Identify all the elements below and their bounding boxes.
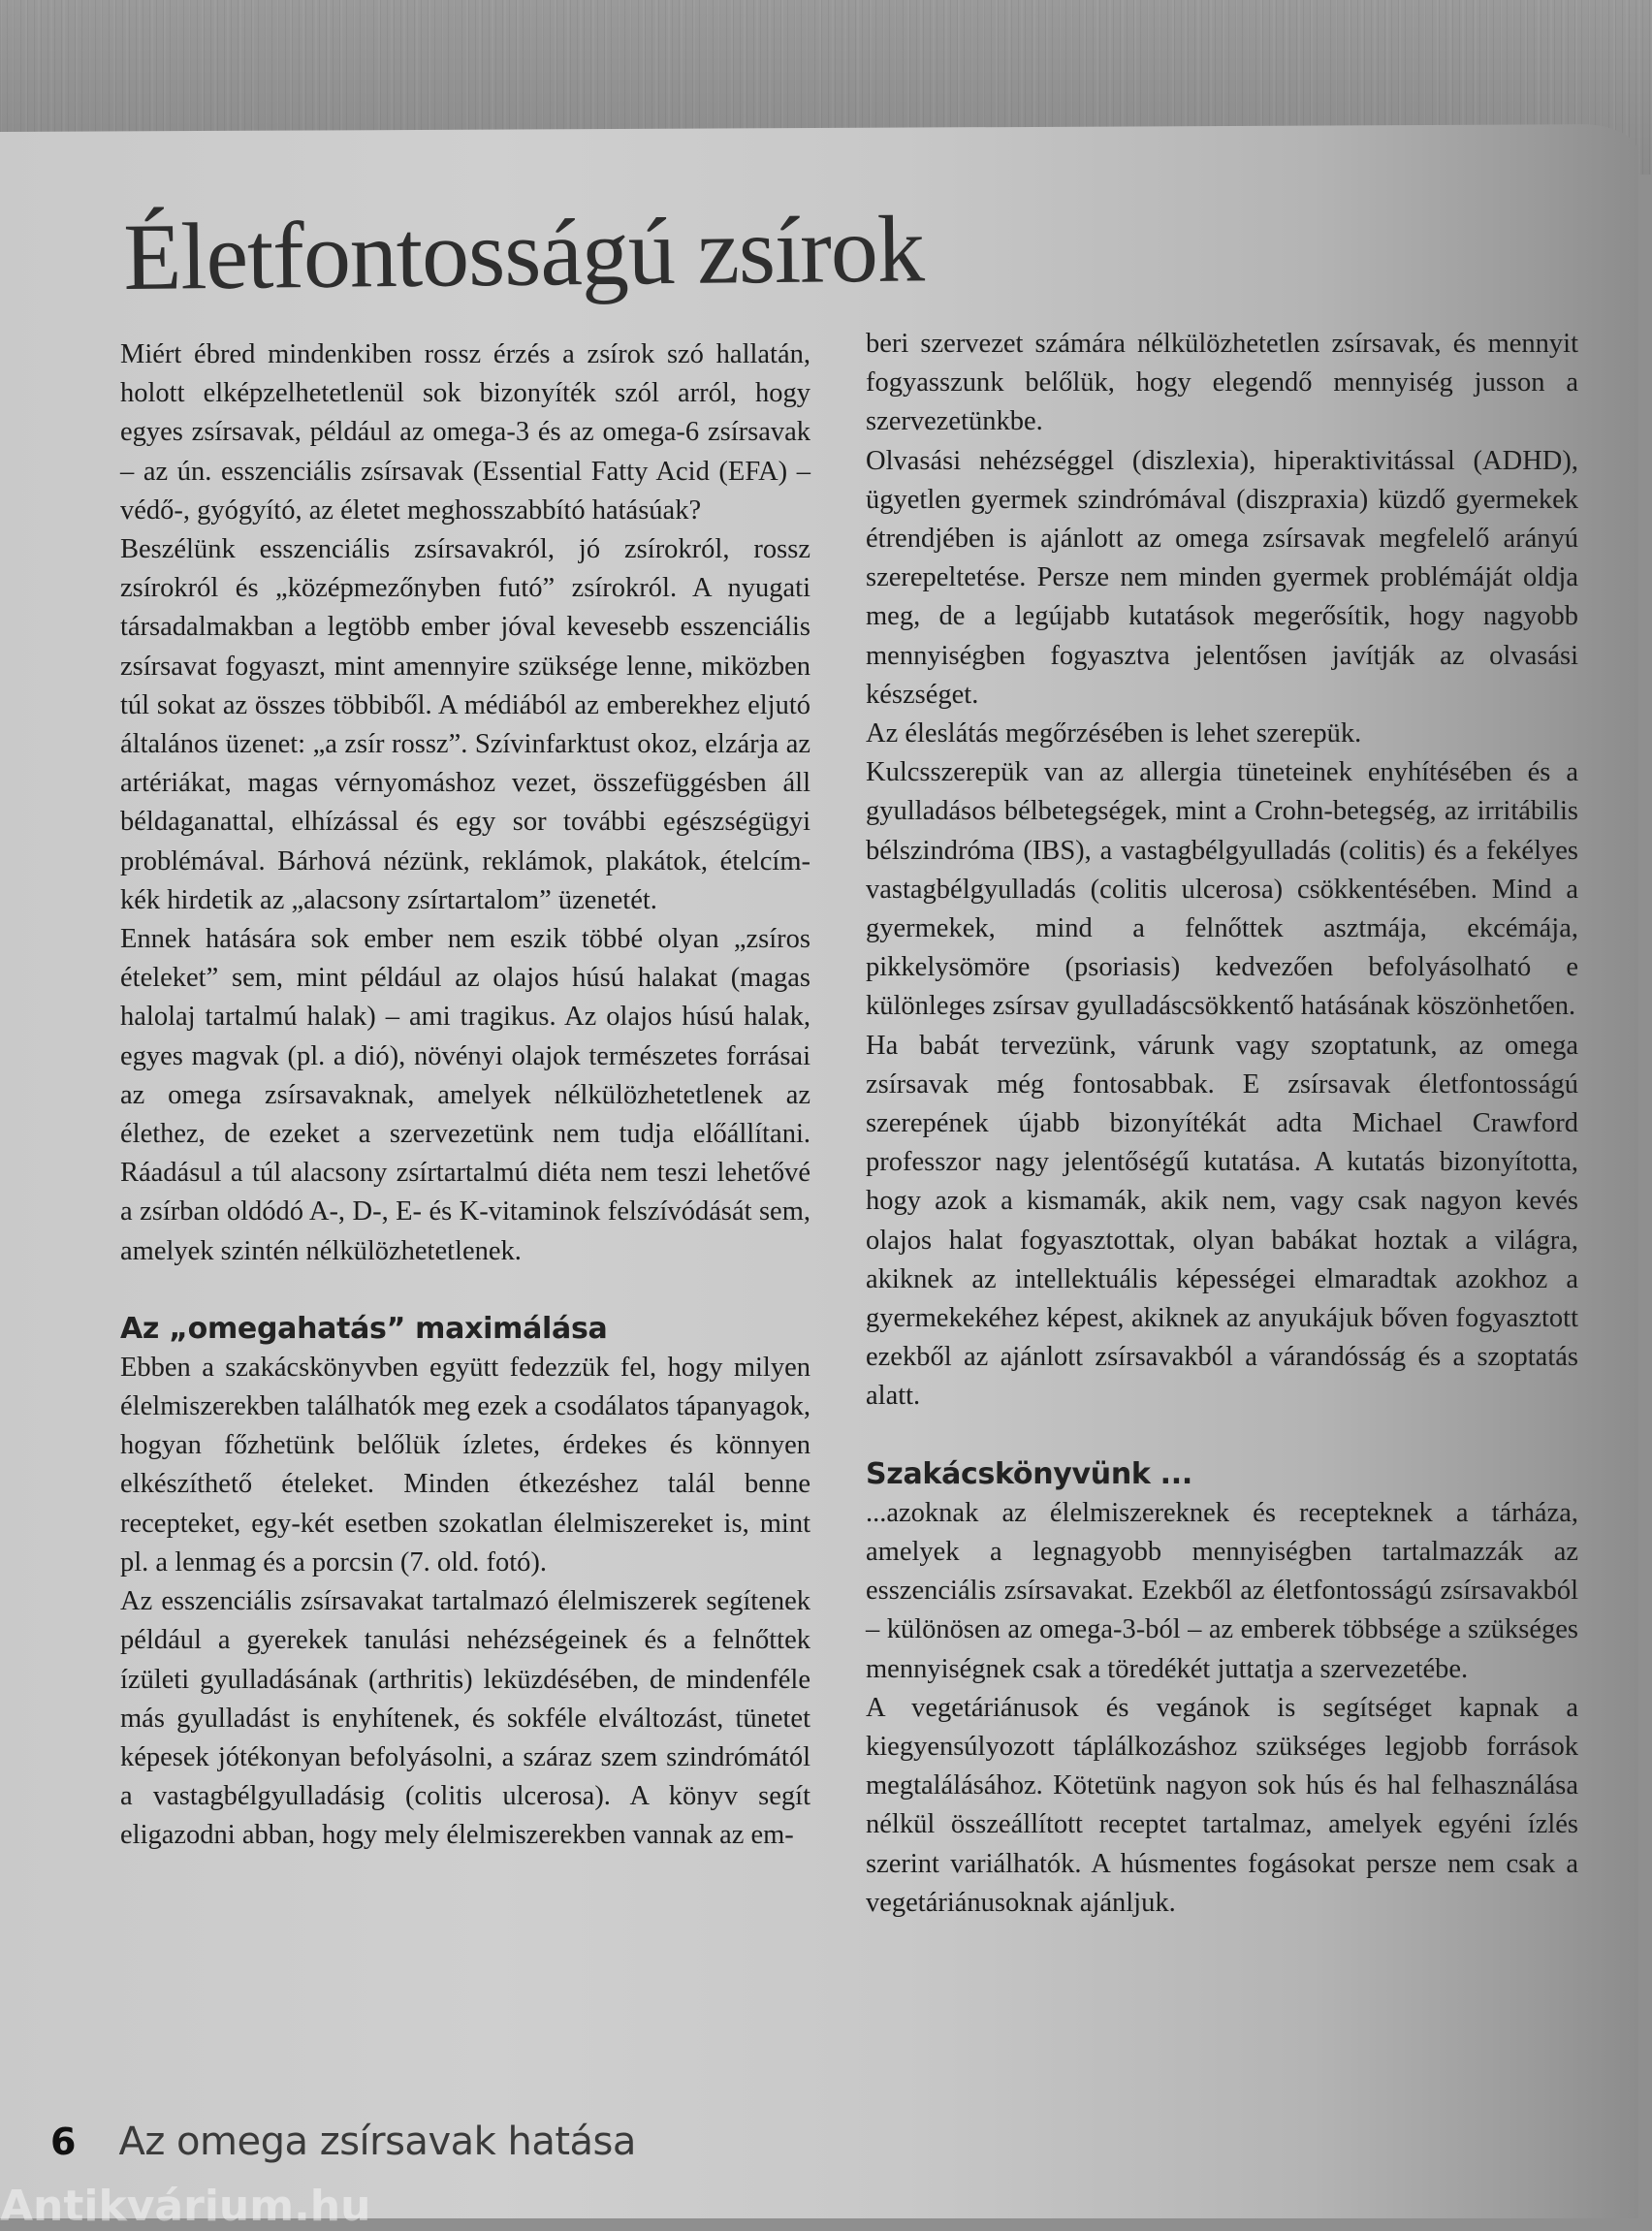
- paragraph: A vegetáriánusok és vegánok is segítséget kapnak a kiegyensúlyozott táplálkozáshoz szükséges legjobb források megtalálásához. Kötetünk nagyon sok hús és hal felhasználása nélkül összeállított receptet tartalmaz, amelyek egyéni ízlés szerint variálhatók. A húsmentes fogásokat persze nem csak a vegetáriánusoknak ajánljuk.: [866, 1692, 1578, 1918]
- left-column: [120, 335, 810, 1856]
- paragraph: Az éleslátás megőrzésében is lehet szerepük.: [866, 718, 1362, 749]
- watermark: Antikvárium.hu: [0, 2182, 371, 2231]
- paragraph: Ebben a szakácskönyvben együtt fedezzük fel, hogy milyen élelmiszerekben találhatók meg ezek a csodálatos tápanyagok, hogyan főzhetünk belőlük ízletes, érdekes és könnyen elkészíthető ételeket. Minden étkezéshez talál benne recepteket, egy-két esetben szokatlan élelmiszereket is, mint pl. a lenmag és a porcsin (7. old. fotó).: [120, 1352, 810, 1578]
- paragraph: Ennek hatására sok ember nem eszik többé olyan „zsíros ételeket” sem, mint például az olajos húsú halakat (magas halolaj tartalmú halak) – ami tragikus. Az olajos húsú halak, egyes magvak (pl. a dió), növényi olajok természetes forrásai az omega zsírsavaknak, amelyek nélkülözhetetlenek az élethez, de ezeket a szervezetünk nem tudja előállítani. Ráadásul a túl alacsony zsírtartalmú diéta nem teszi lehetővé a zsírban oldódó A-, D-, E- és K-vitaminok felszívódását sem, amelyek szintén nélkülözhetetlenek.: [120, 924, 810, 1266]
- page-title: Életfontosságú zsírok: [122, 197, 925, 311]
- running-title: Az omega zsírsavak hatása: [118, 2119, 636, 2164]
- right-column: [866, 325, 1578, 1923]
- paragraph: ...azoknak az élelmiszereknek és recepteknek a tárháza, amelyek a legnagyobb mennyiségben tartalmazzák az esszenciális zsírsavakat. Ezekből az életfontosságú zsírsavakból – különösen az omega-3-ból – az emberek többsége a szükséges mennyiségnek csak a töredékét juttatja a szervezetébe.: [866, 1497, 1578, 1684]
- paragraph: Ha babát tervezünk, várunk vagy szoptatunk, az omega zsírsavak még fontosabbak. E zsírsavak életfontosságú szerepének újabb bizonyítékát adta Michael Crawford professzor nagy jelentőségű kutatása. A kutatás bizonyította, hogy azok a kismamák, akik nem, vagy csak nagyon kevés olajos halat fogyasztottak, olyan babákat hoztak a világra, akiknek az intellektuális képességei elmaradtak azokhoz a gyermekekéhez képest, akiknek az anyukájuk bőven fogyasztott ezekből az ajánlott zsírsavakból a várandósság és a szoptatás alatt.: [866, 1030, 1578, 1412]
- paragraph: Kulcsszerepük van az allergia tüneteinek enyhítésében és a gyulladásos bélbetegségek, mint a Crohn-betegség, az irritábilis bélszindróma (IBS), a vastagbélgyulladás (colitis) és a fekélyes vastagbélgyulladás (colitis ulcerosa) csökkentésében. Mind a gyermekek, mind a felnőttek asztmája, ekcémája, pikkelysömöre (psoriasis) kedvezően befolyásolható e különleges zsírsav gyulladáscsökkentő hatásának köszönhetően.: [866, 757, 1578, 1022]
- paragraph: Miért ébred mindenkiben rossz érzés a zsírok szó hallatán, holott elképzelhetetlenül sok bizonyíték szól arról, hogy egyes zsírsavak, például az omega-3 és az omega-6 zsírsavak – az ún. esszenciális zsírsavak (Essential Fatty Acid (EFA) – védő-, gyógyító, az életet meghosszabbító hatásúak?: [120, 339, 810, 526]
- section-heading-omegahatas: Az „omegahatás” maximálása: [120, 1311, 608, 1346]
- paragraph: Olvasási nehézséggel (diszlexia), hiperaktivitással (ADHD), ügyetlen gyermek szindrómával (diszpraxia) küzdő gyermekek étrendjében is ajánlott az omega zsírsavak megfelelő arányú szerepeltetése. Persze nem minden gyermek problémáját oldja meg, de a legújabb kutatások megerősítik, hogy nagyobb mennyiségben fogyasztva jelentősen javítják az olvasási készséget.: [866, 445, 1578, 710]
- paragraph: Az esszenciális zsírsavakat tartalmazó élelmiszerek segítenek például a gyerekek tanulási nehézségeinek és a felnőttek ízületi gyulladásának (arthritis) leküzdésében, de mindenféle más gyulladást is enyhítenek, és sokféle elváltozást, tünetet képesek jótékonyan befolyásolni, a száraz szem szindrómától a vastagbélgyulladásig (colitis ulcerosa). A könyv segít eligazodni abban, hogy mely élelmiszerekben vannak az em-: [120, 1586, 810, 1851]
- paragraph: Beszélünk esszenciális zsírsavakról, jó zsírokról, rossz zsírokról és „középmezőnyben futó” zsírokról. A nyugati társadalmakban a legtöbb ember jóval kevesebb esszenciális zsírsavat fogyaszt, mint amennyire szüksége lenne, miközben túl sokat az összes többiből. A médiából az emberekhez eljutó általános üzenet: „a zsír rossz”. Szívinfarktust okoz, elzárja az artériákat, magas vérnyomáshoz vezet, összefüggésben áll béldaganattal, elhízással és egy sor további egészségügyi problémával. Bárhová nézünk, reklámok, plakátok, ételcím- kék hirdetik az „alacsony zsírtartalom” üzenetét.: [120, 534, 810, 915]
- paragraph: beri szervezet számára nélkülözhetetlen zsírsavak, és mennyit fogyasszunk belőlük, hogy elegendő mennyiség jusson a szervezetünkbe.: [866, 329, 1578, 437]
- section-heading-szakacskonyvunk: Szakácskönyvünk ...: [866, 1456, 1192, 1491]
- page-footer: [50, 2119, 636, 2164]
- page-number: 6: [50, 2120, 77, 2163]
